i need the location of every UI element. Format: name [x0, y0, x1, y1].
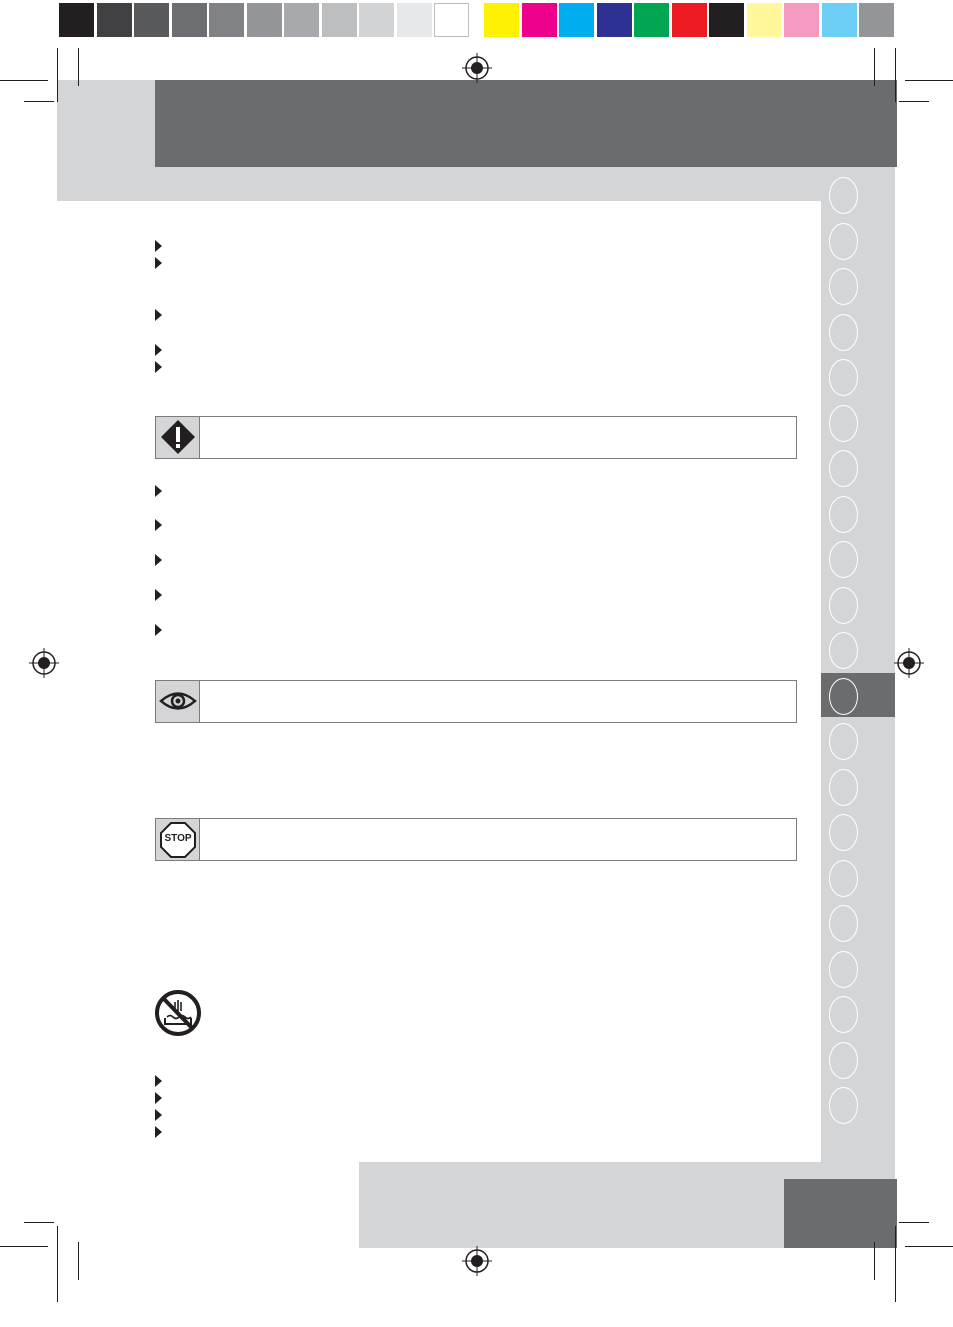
color-swatch — [784, 3, 819, 37]
color-swatch — [172, 3, 207, 37]
language-tab[interactable] — [829, 359, 858, 396]
language-tab[interactable] — [829, 268, 858, 305]
language-tab[interactable] — [829, 587, 858, 624]
list-bullet — [155, 554, 162, 566]
language-tab[interactable] — [829, 769, 858, 806]
list-bullet — [155, 1075, 162, 1087]
language-tab[interactable] — [829, 177, 858, 214]
language-tab[interactable] — [829, 314, 858, 351]
color-swatch — [59, 3, 94, 37]
color-swatch — [522, 3, 557, 37]
list-bullet — [155, 589, 162, 601]
color-swatch — [247, 3, 282, 37]
registration-mark-icon — [462, 1246, 492, 1276]
color-swatch — [747, 3, 782, 37]
color-swatch — [322, 3, 357, 37]
registration-mark-icon — [29, 648, 59, 678]
color-swatch — [559, 3, 594, 37]
info-icon-cell — [156, 681, 200, 722]
language-tab[interactable] — [829, 496, 858, 533]
no-water-immersion-icon — [153, 990, 203, 1038]
language-tab[interactable] — [829, 814, 858, 851]
registration-mark-icon — [894, 648, 924, 678]
color-calibration-bar — [57, 0, 895, 38]
list-bullet — [155, 309, 162, 321]
color-swatch — [359, 3, 394, 37]
language-tab[interactable] — [829, 951, 858, 988]
stop-label: STOP — [164, 833, 192, 844]
color-swatch — [672, 3, 707, 37]
color-swatch — [634, 3, 669, 37]
color-swatch — [134, 3, 169, 37]
diamond-exclamation-icon — [156, 417, 198, 457]
language-tab[interactable] — [829, 1087, 858, 1124]
list-bullet — [155, 240, 162, 252]
stop-icon-cell — [156, 819, 200, 860]
language-tab[interactable] — [829, 723, 858, 760]
language-tab[interactable] — [829, 223, 858, 260]
color-swatch — [434, 3, 469, 37]
color-swatch — [859, 3, 894, 37]
color-swatch — [484, 3, 519, 37]
list-bullet — [155, 485, 162, 497]
language-tab-active[interactable] — [829, 678, 858, 715]
language-tab[interactable] — [829, 632, 858, 669]
language-tab[interactable] — [829, 1042, 858, 1079]
registration-mark-icon — [462, 53, 492, 83]
color-swatch — [284, 3, 319, 37]
language-tab[interactable] — [829, 405, 858, 442]
page-number-box — [784, 1179, 897, 1248]
warning-icon-cell — [156, 417, 200, 458]
language-tab[interactable] — [829, 905, 858, 942]
list-bullet — [155, 1126, 162, 1138]
list-bullet — [155, 624, 162, 636]
list-bullet — [155, 257, 162, 269]
color-swatch — [709, 3, 744, 37]
color-swatch — [597, 3, 632, 37]
language-tab[interactable] — [829, 450, 858, 487]
info-box — [155, 680, 797, 723]
language-tab[interactable] — [829, 996, 858, 1033]
color-swatch — [397, 3, 432, 37]
list-bullet — [155, 1109, 162, 1121]
language-tab[interactable] — [829, 541, 858, 578]
language-tab[interactable] — [829, 860, 858, 897]
color-swatch — [822, 3, 857, 37]
list-bullet — [155, 1092, 162, 1104]
warning-box — [155, 416, 797, 459]
list-bullet — [155, 519, 162, 531]
list-bullet — [155, 361, 162, 373]
color-swatch — [209, 3, 244, 37]
color-swatch — [97, 3, 132, 37]
eye-icon — [156, 681, 198, 721]
list-bullet — [155, 344, 162, 356]
header-band — [155, 80, 897, 167]
stop-box — [155, 818, 797, 861]
